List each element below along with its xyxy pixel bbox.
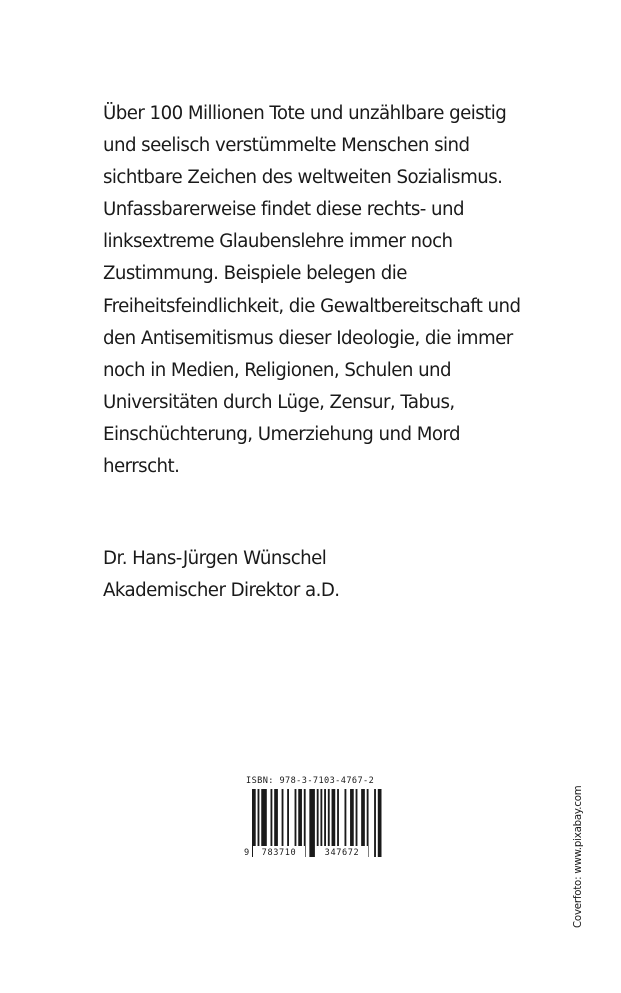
barcode-bar — [309, 789, 315, 857]
isbn-label: ISBN: 978-3-7103-4767-2 — [246, 776, 375, 786]
blurb-line: Einschüchterung, Umerziehung und Mord — [103, 423, 461, 445]
blurb-line: Unfassbarerweise findet diese rechts- und — [103, 199, 464, 221]
author-title: Akademischer Direktor a.D. — [103, 580, 340, 602]
blurb-line: linksextreme Glaubenslehre immer noch — [103, 231, 453, 253]
barcode-bar — [374, 789, 376, 857]
blurb-line: Freiheitsfeindlichkeit, die Gewaltbereitschaft und — [103, 295, 521, 317]
isbn-barcode-block — [242, 776, 382, 856]
blurb-line: Über 100 Millionen Tote und unzählbare geistig — [103, 103, 507, 124]
blurb-line: noch in Medien, Religionen, Schulen und — [103, 359, 452, 381]
blurb-line: den Antisemitismus dieser Ideologie, die immer — [103, 327, 513, 349]
blurb-line: Universitäten durch Lüge, Zensur, Tabus, — [103, 391, 455, 413]
cover-photo-credit: Coverfoto: www.pixabay.com — [573, 785, 584, 928]
blurb-line: und seelisch verstümmelte Menschen sind — [103, 135, 470, 157]
author-name: Dr. Hans-Jürgen Wünschel — [103, 548, 327, 569]
barcode-bar — [378, 789, 382, 857]
barcode-lead-digit: 9 — [244, 848, 250, 857]
barcode-digits-right: 347672 — [324, 848, 360, 857]
barcode-digits-left: 783710 — [261, 848, 297, 857]
barcode — [242, 789, 382, 857]
blurb-line: herrscht. — [103, 456, 180, 478]
author-signature — [103, 543, 340, 607]
blurb-line: sichtbare Zeichen des weltweiten Sozialismus. — [103, 167, 503, 189]
blurb-line: Zustimmung. Beispiele belegen die — [103, 263, 407, 285]
back-cover-blurb — [103, 98, 573, 483]
